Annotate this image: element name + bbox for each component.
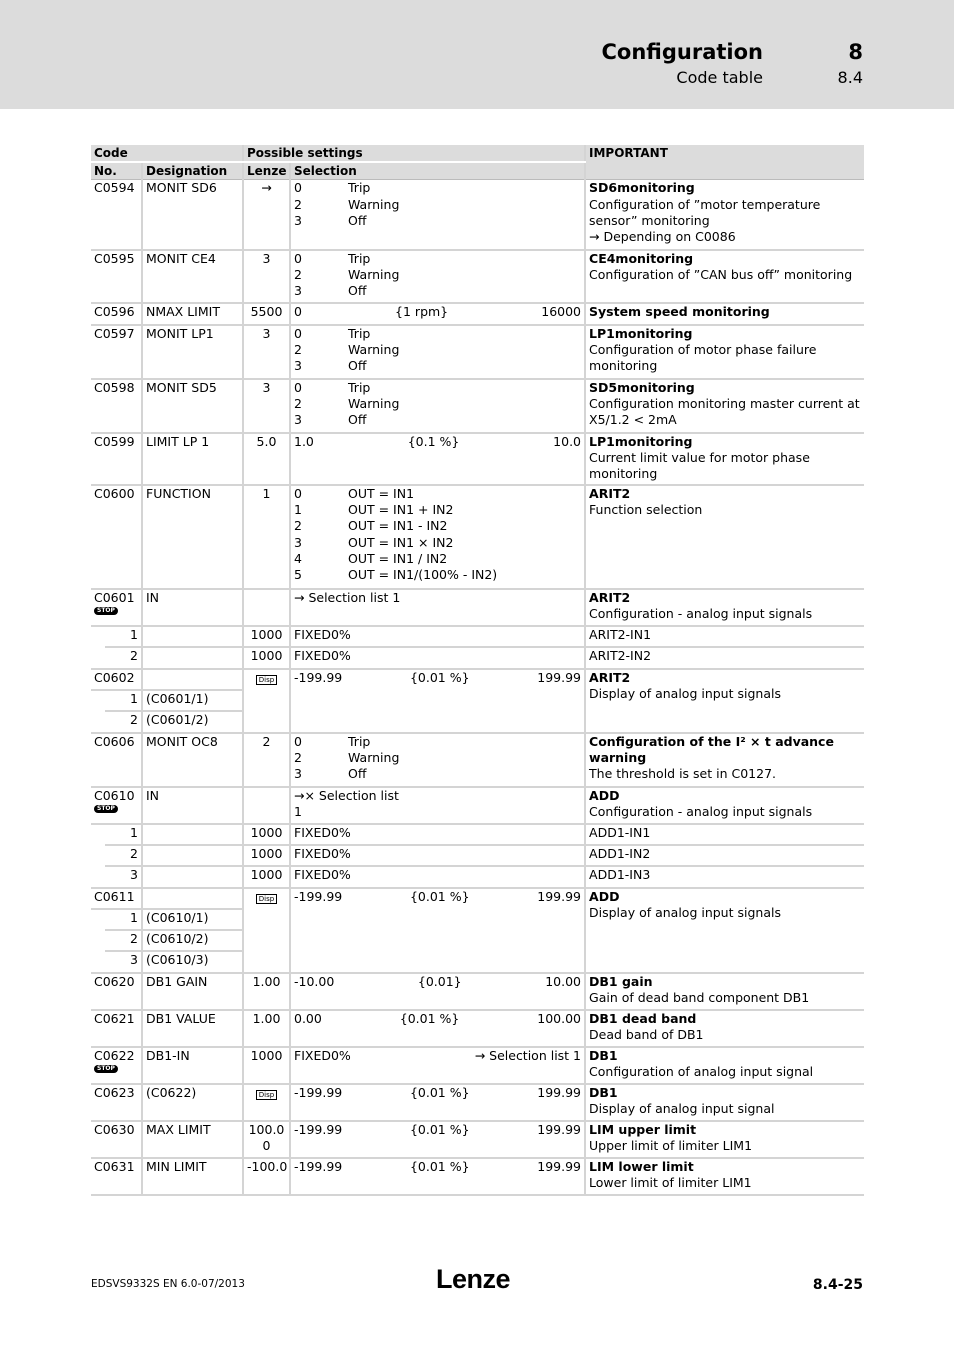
- code-no: C0620: [91, 973, 142, 1010]
- important-text: Gain of dead band component DB1: [589, 990, 810, 1006]
- lenze-value: [243, 1084, 290, 1121]
- lenze-value: [243, 787, 290, 824]
- important-text: Configuration of motor phase failure monitoring: [589, 342, 817, 374]
- designation: NMAX LIMIT: [142, 303, 243, 325]
- important-title: DB1: [589, 1047, 618, 1063]
- sel-value: 2: [294, 267, 302, 283]
- important: [585, 733, 864, 787]
- lenze-value: [243, 1121, 290, 1158]
- important-title: Configuration of the I² × t advance warning: [589, 733, 834, 766]
- designation: MONIT CE4: [142, 250, 243, 303]
- important: [585, 888, 864, 973]
- important: ADD1-IN2: [585, 845, 864, 866]
- lenze-value: [243, 669, 290, 733]
- code-no: C0594: [91, 180, 142, 250]
- important-title: LIM upper limit: [589, 1121, 697, 1137]
- selection: FIXED0%: [290, 866, 585, 888]
- selection: [290, 1010, 585, 1047]
- spacer: [91, 909, 105, 930]
- important-text: The threshold is set in C0127.: [589, 766, 776, 782]
- important: [585, 1010, 864, 1047]
- range-max: 10.0: [553, 433, 582, 449]
- important-text: Configuration of analog input signal: [589, 1064, 814, 1080]
- selection: [290, 379, 585, 433]
- lenze-value: 5.0: [243, 433, 290, 485]
- lenze-value: 1000: [243, 866, 290, 888]
- range-max: 100.00: [537, 1010, 582, 1026]
- important: [585, 180, 864, 250]
- lenze-value: 5500: [243, 303, 290, 325]
- lenze-value: 1.00: [243, 973, 290, 1010]
- important-title: ARIT2: [589, 669, 631, 685]
- designation: (C0601/1): [142, 690, 243, 711]
- sel-label: OUT = IN1: [348, 485, 415, 501]
- important: [585, 787, 864, 824]
- code-no: C0631: [91, 1158, 142, 1195]
- table-row: [91, 303, 864, 325]
- important-title: DB1 gain: [589, 973, 653, 989]
- important-title: LIM lower limit: [589, 1158, 694, 1174]
- important: [585, 303, 864, 325]
- header-code: Code: [91, 145, 243, 162]
- range-min: -199.99: [294, 1084, 343, 1100]
- lenze-value: 1: [243, 485, 290, 589]
- code-table: [91, 145, 864, 1196]
- designation: DB1 GAIN: [142, 973, 243, 1010]
- code-no: [91, 589, 142, 626]
- subcode-no: 3: [105, 866, 142, 888]
- important: [585, 485, 864, 589]
- sel-value: 2: [294, 518, 302, 534]
- sel-value: 2: [294, 196, 302, 212]
- range-min: -199.99: [294, 1121, 343, 1137]
- lenze-value-line: 0: [262, 1138, 271, 1154]
- stop-icon: STOP: [94, 607, 118, 615]
- range-max: 16000: [541, 303, 582, 319]
- designation: [142, 845, 243, 866]
- selection-list-number: 1: [294, 804, 302, 820]
- sel-label: Trip: [348, 379, 371, 395]
- lenze-value: [243, 589, 290, 626]
- lenze-value: [243, 888, 290, 973]
- chapter-number: 8: [848, 40, 863, 64]
- lenze-value: 3: [243, 250, 290, 303]
- range-unit: {0.01 %}: [409, 1158, 470, 1174]
- code-no: C0623: [91, 1084, 142, 1121]
- selection: [290, 888, 585, 973]
- sel-label: Off: [348, 212, 367, 228]
- designation: [142, 669, 243, 690]
- lenze-value: 1000: [243, 845, 290, 866]
- sel-label: Trip: [348, 325, 371, 341]
- important: ARIT2-IN1: [585, 626, 864, 647]
- spacer: [91, 647, 105, 669]
- spacer: [91, 866, 105, 888]
- selection-list-link: → Selection list 1: [474, 1047, 582, 1063]
- table-subrow: [91, 647, 864, 669]
- table-row: [91, 379, 864, 433]
- selection: [290, 250, 585, 303]
- header-no: No.: [91, 162, 142, 180]
- sel-label: OUT = IN1/(100% - IN2): [348, 566, 498, 582]
- important-title: ARIT2: [589, 589, 631, 605]
- designation: (C0622): [142, 1084, 243, 1121]
- important-text: Configuration - analog input signals: [589, 804, 813, 820]
- sel-label: OUT = IN1 × IN2: [348, 534, 454, 550]
- range-unit: {1 rpm}: [395, 303, 449, 319]
- selection: [290, 1121, 585, 1158]
- table-row: [91, 888, 864, 909]
- designation: MIN LIMIT: [142, 1158, 243, 1195]
- code-no: C0611: [91, 888, 142, 909]
- range-unit: {0.1 %}: [407, 433, 460, 449]
- subcode-no: 1: [105, 626, 142, 647]
- important: [585, 1121, 864, 1158]
- lenze-value: 3: [243, 325, 290, 379]
- range-min: 0: [294, 303, 302, 319]
- designation: DB1 VALUE: [142, 1010, 243, 1047]
- important-title: System speed monitoring: [589, 303, 770, 319]
- sel-label: OUT = IN1 / IN2: [348, 550, 448, 566]
- important: [585, 1158, 864, 1195]
- code-no-text: C0622: [94, 1047, 135, 1063]
- sel-label: OUT = IN1 + IN2: [348, 502, 454, 518]
- important: [585, 379, 864, 433]
- lenze-value: 1000: [243, 1047, 290, 1084]
- designation: (C0610/2): [142, 930, 243, 951]
- code-no: C0630: [91, 1121, 142, 1158]
- important: [585, 325, 864, 379]
- range-min: 0.00: [294, 1010, 322, 1026]
- important: [585, 973, 864, 1010]
- sel-value: 3: [294, 412, 302, 428]
- lenze-value: 1.00: [243, 1010, 290, 1047]
- designation: IN: [142, 787, 243, 824]
- important-title: ADD: [589, 888, 620, 904]
- table-row: [91, 1084, 864, 1121]
- selection: FIXED0%: [290, 647, 585, 669]
- designation: MAX LIMIT: [142, 1121, 243, 1158]
- sel-value: 3: [294, 358, 302, 374]
- stop-icon: STOP: [94, 1065, 118, 1073]
- code-no: [91, 1047, 142, 1084]
- important: [585, 250, 864, 303]
- display-icon: Disp: [256, 675, 277, 685]
- subcode-no: 1: [105, 690, 142, 711]
- important-text: Dead band of DB1: [589, 1027, 704, 1043]
- code-no: C0595: [91, 250, 142, 303]
- lenze-value: 2: [243, 733, 290, 787]
- code-no: C0600: [91, 485, 142, 589]
- page-number: 8.4-25: [812, 1277, 863, 1293]
- table-row: [91, 589, 864, 626]
- table-subrow: [91, 866, 864, 888]
- code-no: C0602: [91, 669, 142, 690]
- sel-value: 0: [294, 733, 302, 749]
- selection: [290, 433, 585, 485]
- important-text: Lower limit of limiter LIM1: [589, 1175, 752, 1191]
- sel-value: 2: [294, 342, 302, 358]
- range-min: -199.99: [294, 1158, 343, 1174]
- range-unit: {0.01 %}: [409, 1121, 470, 1137]
- range-unit: {0.01 %}: [409, 888, 470, 904]
- important: [585, 1047, 864, 1084]
- designation: [142, 626, 243, 647]
- table-row: [91, 433, 864, 485]
- important-text: Upper limit of limiter LIM1: [589, 1138, 753, 1154]
- sel-label: Off: [348, 283, 367, 299]
- display-icon: Disp: [256, 1090, 277, 1100]
- sel-value: 0: [294, 250, 302, 266]
- important-title: CE4monitoring: [589, 250, 694, 266]
- lenze-value: 3: [243, 379, 290, 433]
- sel-label: Trip: [348, 180, 371, 196]
- lenze-value: →: [243, 180, 290, 250]
- range-unit: {0.01 %}: [399, 1010, 460, 1026]
- subcode-no: 3: [105, 951, 142, 973]
- sel-value: 3: [294, 534, 302, 550]
- spacer: [91, 930, 105, 951]
- range-max: 199.99: [537, 1121, 582, 1137]
- code-no: C0598: [91, 379, 142, 433]
- important-title: DB1: [589, 1084, 618, 1100]
- table-row: [91, 1010, 864, 1047]
- sel-value: 1: [294, 502, 302, 518]
- page-subtitle: Code table: [676, 68, 763, 87]
- selection: [290, 669, 585, 733]
- spacer: [91, 951, 105, 973]
- sel-label: Off: [348, 766, 367, 782]
- header-lenze: Lenze: [243, 162, 290, 180]
- spacer: [91, 845, 105, 866]
- sel-value: 0: [294, 485, 302, 501]
- sel-value: 3: [294, 283, 302, 299]
- sel-label: Warning: [348, 196, 400, 212]
- section-number: 8.4: [837, 68, 863, 87]
- subcode-no: 1: [105, 824, 142, 845]
- table-row: [91, 787, 864, 824]
- important-title: SD5monitoring: [589, 379, 695, 395]
- important: ADD1-IN3: [585, 866, 864, 888]
- sel-label: Warning: [348, 396, 400, 412]
- designation: IN: [142, 589, 243, 626]
- table-row: [91, 1047, 864, 1084]
- selection: [290, 303, 585, 325]
- important-text: Configuration monitoring master current at X5/1.2 < 2mA: [589, 396, 860, 428]
- code-no: C0597: [91, 325, 142, 379]
- range-min: -199.99: [294, 669, 343, 685]
- important-text: Configuration of ”CAN bus off” monitoring: [589, 267, 853, 283]
- sel-label: Trip: [348, 733, 371, 749]
- table-subrow: [91, 824, 864, 845]
- page-title: Configuration: [601, 40, 763, 64]
- important: [585, 1084, 864, 1121]
- subcode-no: 2: [105, 711, 142, 733]
- important: [585, 669, 864, 733]
- important-title: ADD: [589, 787, 620, 803]
- selection-list-text: →× Selection list: [294, 787, 399, 803]
- header-designation: Designation: [142, 162, 243, 180]
- important-text: Configuration - analog input signals: [589, 606, 813, 622]
- header-important: IMPORTANT: [585, 145, 864, 180]
- selection: [290, 973, 585, 1010]
- sel-value: 0: [294, 379, 302, 395]
- designation: (C0610/3): [142, 951, 243, 973]
- table-subrow: [91, 845, 864, 866]
- selection-list-link: → Selection list 1: [290, 589, 585, 626]
- table-header-row: [91, 145, 864, 162]
- subcode-no: 1: [105, 909, 142, 930]
- code-no: C0599: [91, 433, 142, 485]
- document-id: EDSVS9332S EN 6.0-07/2013: [91, 1278, 245, 1290]
- sel-value: 2: [294, 396, 302, 412]
- range-max: 199.99: [537, 1158, 582, 1174]
- selection: FIXED0%: [290, 626, 585, 647]
- spacer: [91, 690, 105, 711]
- important-text: Current limit value for motor phase monitoring: [589, 450, 810, 482]
- table-row: [91, 180, 864, 250]
- range-min: -199.99: [294, 888, 343, 904]
- header-selection: Selection: [290, 162, 585, 180]
- range-min: FIXED0%: [294, 1047, 351, 1063]
- selection: [290, 485, 585, 589]
- lenze-value: 1000: [243, 626, 290, 647]
- lenze-value-line: 100.0: [248, 1121, 285, 1137]
- table-row: [91, 1121, 864, 1158]
- range-unit: {0.01 %}: [409, 669, 470, 685]
- table-row: [91, 485, 864, 589]
- important: [585, 433, 864, 485]
- designation: MONIT LP1: [142, 325, 243, 379]
- range-max: 10.00: [545, 973, 582, 989]
- range-unit: {0.01}: [417, 973, 462, 989]
- sel-label: OUT = IN1 - IN2: [348, 518, 448, 534]
- designation: MONIT SD5: [142, 379, 243, 433]
- code-no: C0596: [91, 303, 142, 325]
- designation: MONIT OC8: [142, 733, 243, 787]
- selection: FIXED0%: [290, 824, 585, 845]
- sel-label: Off: [348, 412, 367, 428]
- lenze-value: 1000: [243, 647, 290, 669]
- designation: FUNCTION: [142, 485, 243, 589]
- sel-label: Trip: [348, 250, 371, 266]
- display-icon: Disp: [256, 894, 277, 904]
- sel-label: Off: [348, 358, 367, 374]
- designation: (C0610/1): [142, 909, 243, 930]
- code-no-text: C0610: [94, 787, 135, 803]
- designation: [142, 824, 243, 845]
- sel-value: 5: [294, 566, 302, 582]
- code-no: [91, 787, 142, 824]
- code-no: C0621: [91, 1010, 142, 1047]
- spacer: [91, 626, 105, 647]
- designation: [142, 888, 243, 909]
- selection: [290, 180, 585, 250]
- range-min: -10.00: [294, 973, 335, 989]
- range-max: 199.99: [537, 888, 582, 904]
- important-title: LP1monitoring: [589, 433, 693, 449]
- important-text: → Depending on C0086: [589, 229, 736, 245]
- designation: [142, 866, 243, 888]
- lenze-value: 1000: [243, 824, 290, 845]
- range-unit: {0.01 %}: [409, 1084, 470, 1100]
- range-max: 199.99: [537, 669, 582, 685]
- sel-value: 0: [294, 180, 302, 196]
- sel-label: Warning: [348, 342, 400, 358]
- sel-label: Warning: [348, 267, 400, 283]
- selection: [290, 325, 585, 379]
- sel-value: 3: [294, 766, 302, 782]
- table-row: [91, 325, 864, 379]
- table-row: [91, 1158, 864, 1195]
- designation: (C0601/2): [142, 711, 243, 733]
- range-max: 199.99: [537, 1084, 582, 1100]
- important: [585, 589, 864, 626]
- selection: [290, 1158, 585, 1195]
- subcode-no: 2: [105, 930, 142, 951]
- important-text: Display of analog input signals: [589, 905, 781, 921]
- sel-value: 3: [294, 212, 302, 228]
- spacer: [91, 824, 105, 845]
- important-text: Function selection: [589, 502, 703, 518]
- important-text: Configuration of ”motor temperature sensor” monitoring: [589, 196, 821, 228]
- important-text: Display of analog input signals: [589, 686, 781, 702]
- sel-label: Warning: [348, 750, 400, 766]
- code-no-text: C0601: [94, 589, 135, 605]
- range-min: 1.0: [294, 433, 314, 449]
- designation: MONIT SD6: [142, 180, 243, 250]
- code-no: C0606: [91, 733, 142, 787]
- important-text: Display of analog input signal: [589, 1101, 775, 1117]
- selection-list-link: [290, 787, 585, 824]
- sel-value: 0: [294, 325, 302, 341]
- important-title: LP1monitoring: [589, 325, 693, 341]
- selection: [290, 733, 585, 787]
- table-subrow: [91, 626, 864, 647]
- stop-icon: STOP: [94, 805, 118, 813]
- table-row: [91, 973, 864, 1010]
- selection: [290, 1084, 585, 1121]
- selection: FIXED0%: [290, 845, 585, 866]
- header-possible-settings: Possible settings: [243, 145, 585, 162]
- spacer: [91, 711, 105, 733]
- designation: DB1-IN: [142, 1047, 243, 1084]
- header-band: [0, 0, 954, 109]
- designation: [142, 647, 243, 669]
- selection: [290, 1047, 585, 1084]
- sel-value: 4: [294, 550, 302, 566]
- table-row: [91, 669, 864, 690]
- important: ARIT2-IN2: [585, 647, 864, 669]
- subcode-no: 2: [105, 647, 142, 669]
- important: ADD1-IN1: [585, 824, 864, 845]
- table-row: [91, 250, 864, 303]
- important-title: ARIT2: [589, 485, 631, 501]
- subcode-no: 2: [105, 845, 142, 866]
- lenze-logo: Lenze: [436, 1264, 511, 1294]
- sel-value: 2: [294, 750, 302, 766]
- table-row: [91, 733, 864, 787]
- important-title: DB1 dead band: [589, 1010, 697, 1026]
- lenze-value: -100.0: [243, 1158, 290, 1195]
- designation: LIMIT LP 1: [142, 433, 243, 485]
- important-title: SD6monitoring: [589, 180, 695, 196]
